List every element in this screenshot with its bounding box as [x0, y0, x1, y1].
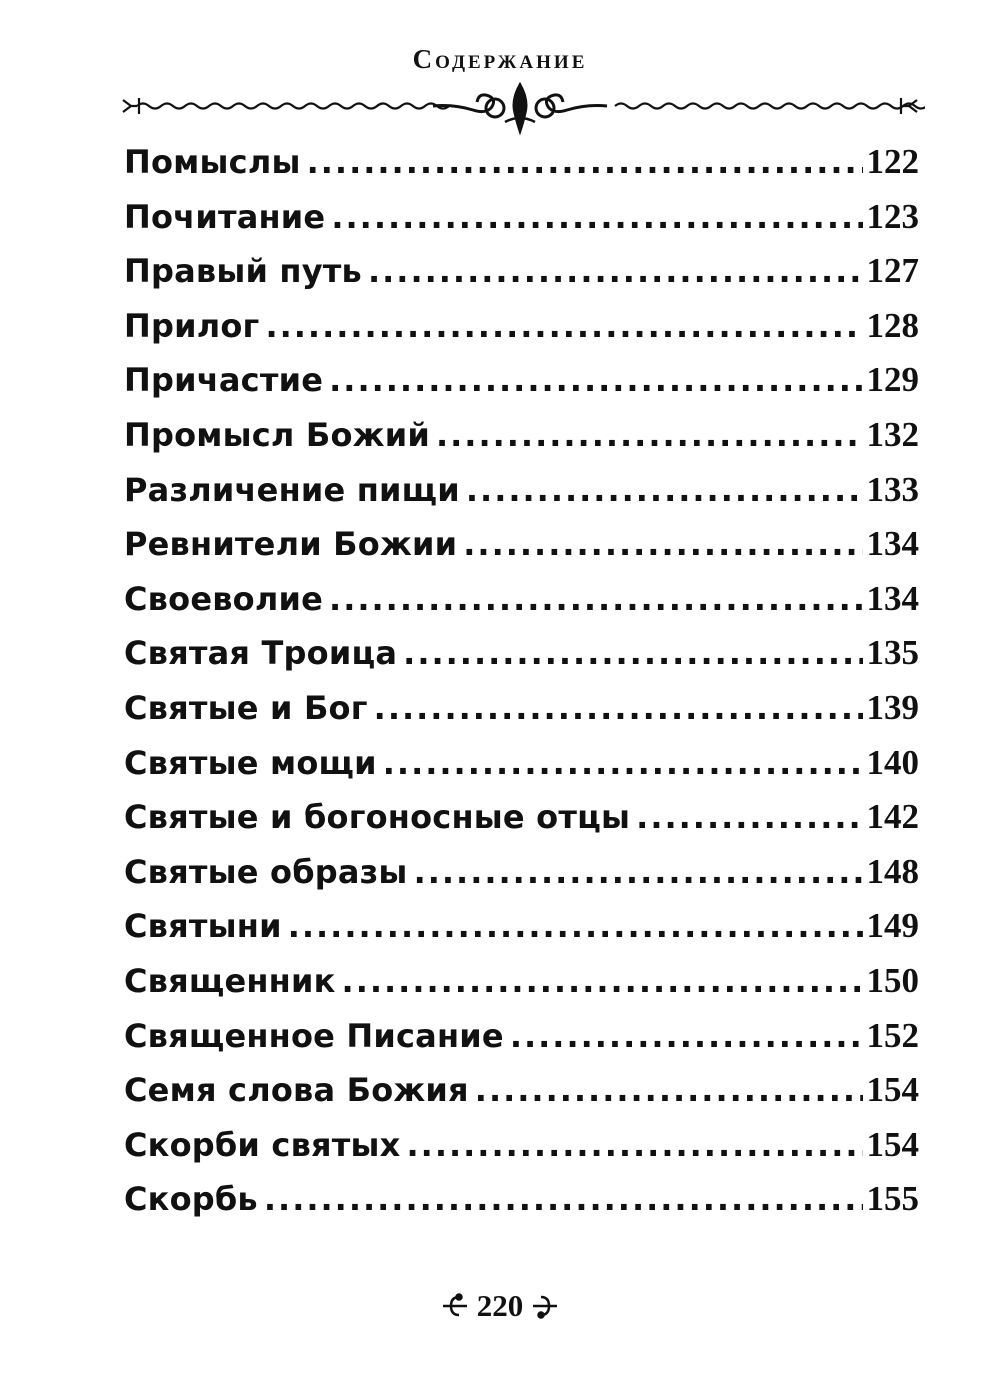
toc-entry-page: 148 — [866, 851, 919, 891]
toc-entry-page: 154 — [866, 1070, 919, 1110]
toc-dot-leader — [383, 744, 863, 782]
toc-entry — [124, 633, 919, 688]
toc-entry — [124, 1016, 919, 1071]
toc-entry-title: Священное Писание — [124, 1016, 504, 1055]
toc-entry-title: Почитание — [124, 197, 326, 236]
toc-entry-title: Помыслы — [124, 143, 301, 181]
toc-entry-page: 134 — [866, 578, 919, 618]
scroll-divider-ornament-icon — [115, 78, 925, 140]
toc-entry-page: 128 — [866, 305, 919, 345]
toc-entry — [124, 524, 919, 579]
toc-entry — [124, 688, 919, 743]
toc-entry-page: 135 — [866, 633, 919, 673]
toc-entry-title: Святые и Бог — [124, 688, 368, 727]
toc-entry-page: 152 — [866, 1015, 919, 1055]
toc-dot-leader — [265, 307, 862, 345]
curl-ornament-right-icon — [531, 1291, 559, 1321]
toc-dot-leader — [475, 1071, 863, 1109]
toc-entry-page: 122 — [866, 142, 919, 181]
toc-entry-title: Правый путь — [124, 252, 362, 291]
page-number: 220 — [476, 1288, 524, 1323]
toc-entry-title: Скорби святых — [124, 1125, 401, 1164]
table-of-contents — [124, 142, 919, 1234]
toc-dot-leader — [407, 1126, 863, 1164]
toc-dot-leader — [374, 689, 863, 727]
toc-entry-title: Святые образы — [124, 852, 408, 891]
toc-entry — [124, 306, 919, 361]
toc-entry — [124, 1070, 919, 1125]
toc-entry — [124, 743, 919, 798]
toc-entry-title: Прилог — [124, 306, 260, 345]
toc-dot-leader — [329, 580, 862, 618]
toc-entry — [124, 579, 919, 634]
toc-dot-leader — [463, 525, 862, 563]
toc-dot-leader — [466, 471, 863, 509]
toc-entry-page: 132 — [866, 414, 919, 454]
toc-entry — [124, 1179, 919, 1234]
toc-entry — [124, 360, 919, 415]
toc-entry — [124, 797, 919, 852]
toc-entry-page: 155 — [866, 1179, 919, 1219]
toc-entry — [124, 251, 919, 306]
toc-dot-leader — [436, 416, 863, 454]
toc-entry-page: 123 — [866, 196, 919, 236]
toc-entry-title: Причастие — [124, 361, 324, 400]
toc-dot-leader — [264, 1180, 863, 1218]
toc-entry-page: 142 — [866, 797, 919, 837]
toc-entry-title: Святые и богоносные отцы — [124, 798, 631, 837]
toc-entry-title: Семя слова Божия — [124, 1071, 469, 1110]
toc-dot-leader — [636, 798, 862, 836]
toc-dot-leader — [414, 853, 863, 891]
toc-dot-leader — [307, 143, 863, 181]
toc-entry — [124, 906, 919, 961]
page-header-title: Содержание — [412, 44, 588, 74]
toc-dot-leader — [329, 361, 862, 399]
toc-entry-page: 154 — [866, 1124, 919, 1164]
toc-entry-title: Своеволие — [124, 579, 324, 618]
toc-entry-title: Святыни — [124, 907, 282, 946]
toc-dot-leader — [331, 198, 862, 236]
curl-ornament-left-icon — [441, 1291, 469, 1321]
toc-dot-leader — [342, 962, 863, 1000]
toc-entry-page: 149 — [866, 906, 919, 946]
toc-entry-page: 134 — [866, 524, 919, 564]
toc-entry-title: Святая Троица — [124, 634, 398, 673]
toc-entry — [124, 197, 919, 252]
page-footer — [0, 1288, 1000, 1324]
toc-entry-page: 133 — [866, 469, 919, 509]
toc-entry — [124, 1125, 919, 1180]
toc-entry — [124, 142, 919, 197]
toc-entry-page: 129 — [866, 360, 919, 400]
toc-entry-title: Промысл Божий — [124, 415, 430, 454]
toc-entry-title: Святые мощи — [124, 743, 377, 782]
toc-dot-leader — [288, 907, 863, 945]
toc-dot-leader — [368, 252, 863, 290]
toc-dot-leader — [403, 634, 862, 672]
toc-entry-title: Ревнители Божии — [124, 525, 458, 564]
toc-entry-title: Различение пищи — [124, 470, 460, 509]
toc-entry — [124, 415, 919, 470]
toc-entry — [124, 470, 919, 525]
toc-entry-page: 150 — [866, 960, 919, 1000]
toc-dot-leader — [510, 1017, 863, 1055]
toc-entry — [124, 852, 919, 907]
toc-entry-title: Скорбь — [124, 1180, 258, 1219]
toc-entry-page: 127 — [866, 251, 919, 291]
toc-entry-title: Священник — [124, 961, 336, 1000]
toc-entry-page: 140 — [866, 742, 919, 782]
toc-entry-page: 139 — [866, 687, 919, 727]
toc-entry — [124, 961, 919, 1016]
